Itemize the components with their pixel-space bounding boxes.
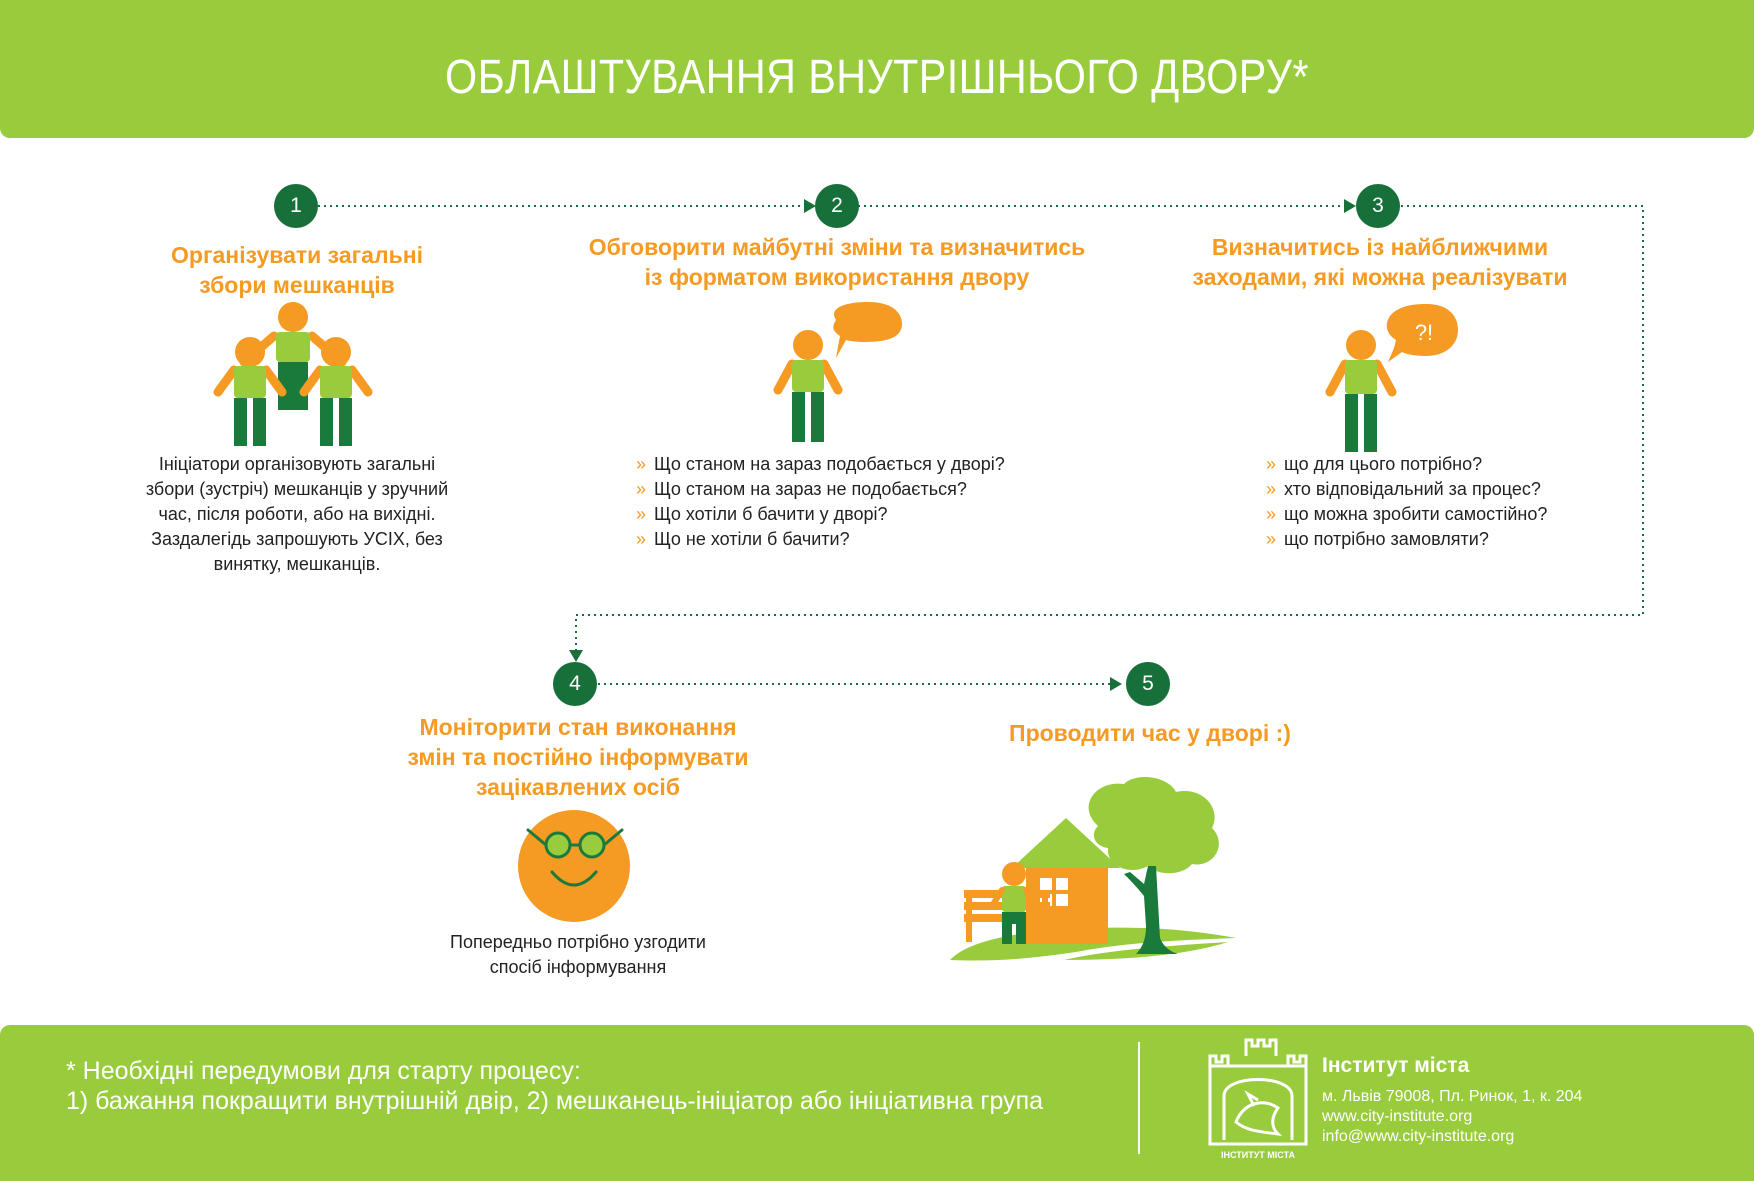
list-item: » Що не хотіли б бачити? [636, 527, 1005, 552]
prerequisites-line: 1) бажання покращити внутрішній двір, 2) мешканець-ініціатор або ініціативна група [66, 1087, 1044, 1115]
page-title: ОБЛАШТУВАННЯ ВНУТРІШНЬОГО ДВОРУ* [445, 51, 1309, 104]
smiley-glasses-icon [516, 808, 632, 924]
step-2-title-line: із форматом використання двору [644, 264, 1030, 290]
step-4-description-line: Попередньо потрібно узгодити [450, 932, 706, 952]
step-1-title [130, 240, 464, 300]
prerequisites-note [66, 1056, 1043, 1116]
step-1-description-line: Заздалегідь запрошують УСІХ, без [151, 529, 443, 549]
step-4-title-line: Моніторити стан виконання [419, 714, 737, 740]
bubble-text: ?! [1414, 320, 1434, 345]
step-1-description-line: винятку, мешканців. [213, 554, 381, 574]
step-2-questions [636, 452, 1005, 552]
arrowhead-3 [1344, 199, 1356, 213]
list-item: » хто відповідальний за процес? [1266, 477, 1547, 502]
step-3-badge: 3 [1356, 184, 1400, 228]
step-5-title-line: Проводити час у дворі :) [1009, 720, 1291, 746]
step-1-title-line: Організувати загальні [171, 242, 423, 268]
step-2-title-line: Обговорити майбутні зміни та визначитись [588, 234, 1086, 260]
people-group-icon [210, 300, 380, 452]
step-1-badge: 1 [274, 184, 318, 228]
footer-divider [1138, 1042, 1140, 1154]
list-item: » Що станом на зараз не подобається? [636, 477, 1005, 502]
step-1-description-line: Ініціатори організовують загальні [158, 454, 436, 474]
step-1-description-line: час, після роботи, або на вихідні. [158, 504, 436, 524]
step-1-title-line: збори мешканців [199, 272, 395, 298]
step-2-badge: 2 [815, 184, 859, 228]
arrowhead-5 [1110, 677, 1122, 691]
step-4-title [380, 712, 776, 802]
step-1-description [130, 452, 464, 577]
city-institute-logo [1208, 1036, 1308, 1162]
yard-scene-icon [946, 776, 1246, 972]
step-2-title [560, 232, 1114, 292]
list-item: » що можна зробити самостійно? [1266, 502, 1547, 527]
org-name: Інститут міста [1322, 1054, 1470, 1077]
step-4-description [416, 930, 740, 980]
step-3-questions [1266, 452, 1547, 552]
list-item: » Що хотіли б бачити у дворі? [636, 502, 1005, 527]
step-4-title-line: зацікавлених осіб [475, 774, 681, 800]
step-3-title-line: Визначитись із найближчими [1211, 234, 1549, 260]
step-5-badge: 5 [1126, 662, 1170, 706]
arrowhead-4 [569, 650, 583, 662]
person-question-bubble-icon [1316, 300, 1476, 460]
step-4-badge: 4 [553, 662, 597, 706]
logo-caption: ІНСТИТУТ МІСТА [1220, 1150, 1296, 1160]
step-1-description-line: збори (зустріч) мешканців у зручний [145, 479, 449, 499]
list-item: » що потрібно замовляти? [1266, 527, 1547, 552]
org-address: м. Львів 79008, Пл. Ринок, 1, к. 204 [1322, 1088, 1583, 1105]
org-website[interactable]: www.city-institute.org [1322, 1108, 1473, 1125]
list-item: » що для цього потрібно? [1266, 452, 1547, 477]
step-5-title [980, 718, 1320, 748]
org-email[interactable]: info@www.city-institute.org [1322, 1128, 1515, 1145]
prerequisites-line: * Необхідні передумови для старту процесу: [66, 1057, 581, 1085]
list-item: » Що станом на зараз подобається у дворі? [636, 452, 1005, 477]
step-3-title-line: заходами, які можна реалізувати [1192, 264, 1568, 290]
step-4-description-line: спосіб інформування [489, 957, 667, 977]
step-4-title-line: змін та постійно інформувати [407, 744, 749, 770]
step-3-title [1160, 232, 1600, 292]
person-speech-bubble-icon [770, 300, 930, 450]
